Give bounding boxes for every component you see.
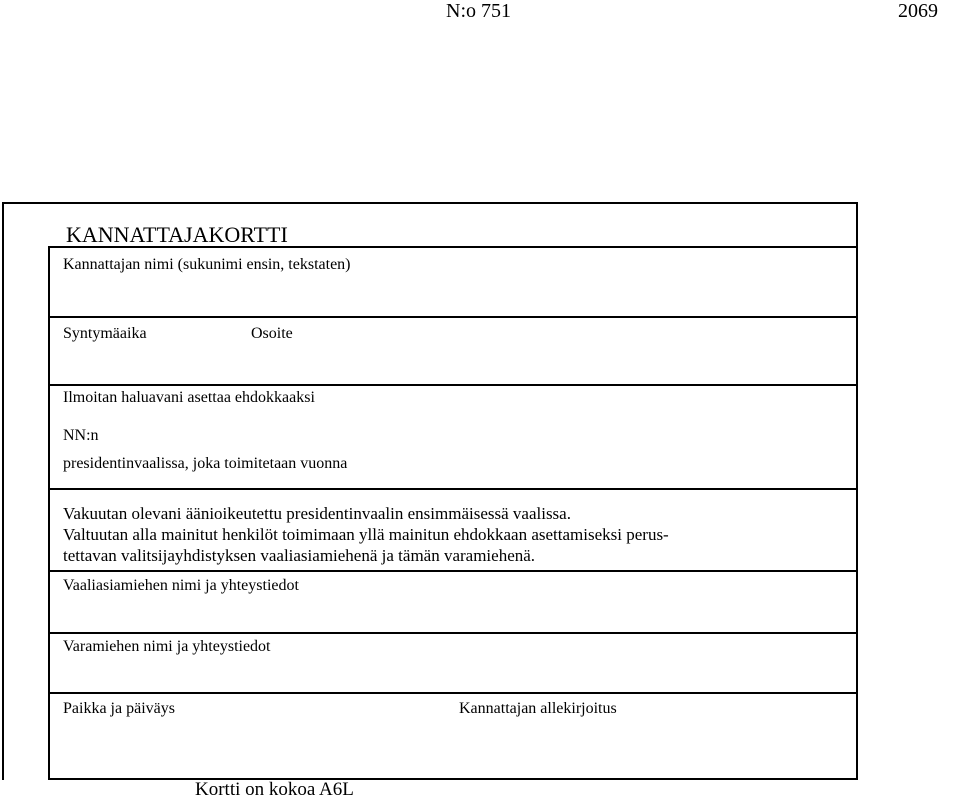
agent-label: Vaaliasiamiehen nimi ja yhteystiedot bbox=[63, 577, 299, 594]
birthdate-label: Syntymäaika bbox=[63, 325, 147, 342]
divider-nomination bbox=[48, 488, 858, 490]
divider-deputy bbox=[48, 692, 858, 694]
card-title: KANNATTAJAKORTTI bbox=[66, 222, 288, 247]
divider-agent bbox=[48, 632, 858, 634]
nomination-line-1: Ilmoitan haluavani asettaa ehdokkaaksi bbox=[63, 389, 315, 406]
address-label: Osoite bbox=[251, 325, 293, 342]
card-left-outer-border bbox=[2, 202, 4, 780]
card-left-inner-border bbox=[48, 246, 50, 780]
declaration-line-1: Vakuutan olevani äänioikeutettu presidentinvaalin ensimmäisessä vaalissa. bbox=[63, 504, 571, 523]
place-date-label: Paikka ja päiväys bbox=[63, 700, 175, 717]
page-number: 2069 bbox=[898, 0, 938, 22]
document-number: N:o 751 bbox=[446, 0, 511, 22]
nomination-line-3: presidentinvaalissa, joka toimitetaan vuonna bbox=[63, 455, 348, 472]
card-top-border bbox=[2, 202, 858, 204]
nominee-name: NN:n bbox=[63, 427, 99, 444]
signature-label: Kannattajan allekirjoitus bbox=[459, 700, 617, 717]
divider-birthdate bbox=[48, 384, 858, 386]
divider-name bbox=[48, 316, 858, 318]
supporter-name-label: Kannattajan nimi (sukunimi ensin, tekstaten) bbox=[63, 256, 351, 273]
declaration-line-3: tettavan valitsijayhdistyksen vaaliasiamiehenä ja tämän varamiehenä. bbox=[63, 546, 536, 565]
card-bottom-border bbox=[48, 778, 858, 780]
deputy-label: Varamiehen nimi ja yhteystiedot bbox=[63, 638, 271, 655]
divider-declaration bbox=[48, 570, 858, 572]
card-size-note: Kortti on kokoa A6L bbox=[195, 779, 354, 800]
declaration-line-2: Valtuutan alla mainitut henkilöt toimimaan yllä mainitun ehdokkaan asettamiseksi perus- bbox=[63, 525, 669, 544]
